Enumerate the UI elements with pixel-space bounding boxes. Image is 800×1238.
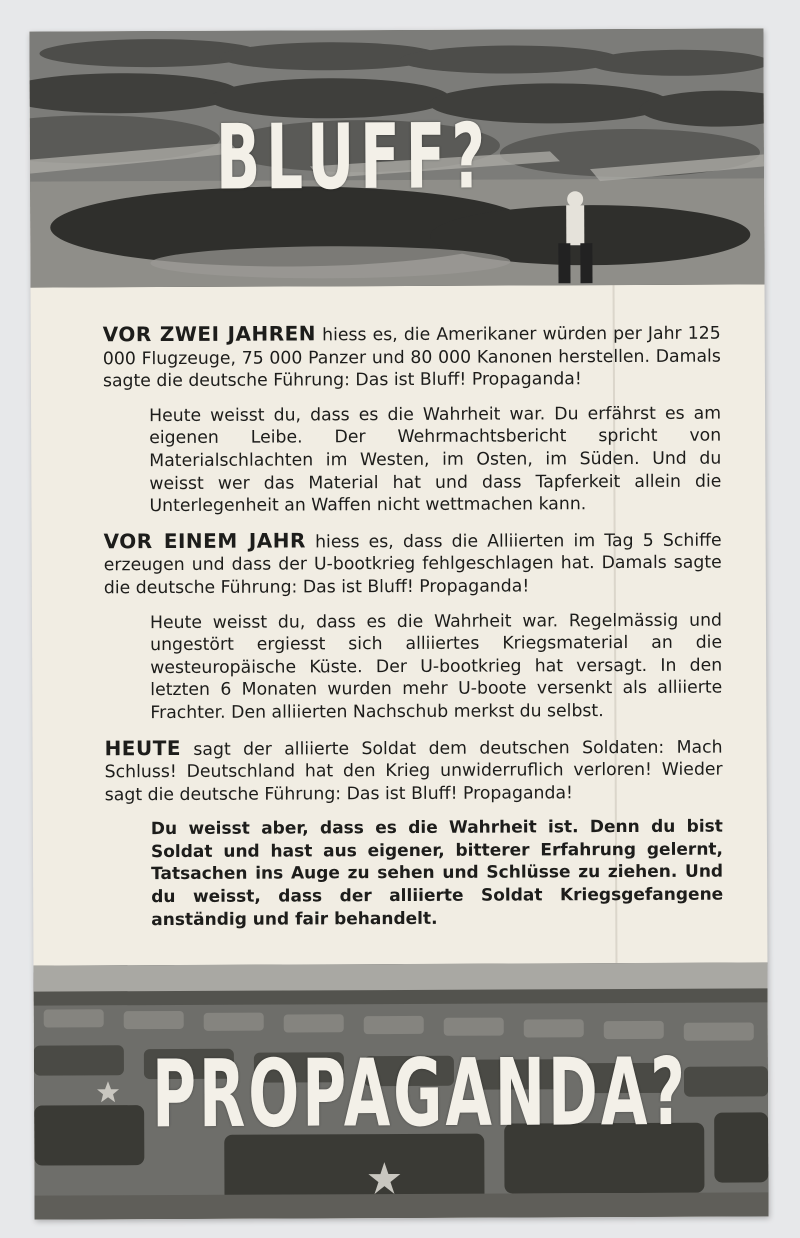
- aircraft-photo: [29, 28, 764, 287]
- headline-bluff: BLUFF?: [215, 103, 492, 211]
- section-2-body: Heute weisst du, dass es die Wahrheit war. Regelmässig und ungestört ergiesst sich alliiertes Kriegsmaterial an die westeuropäische Küste. Der U-bootkrieg hat versagt. In den letzten 6 Monaten wurden mehr U-boote versenkt als alliierte Frachter. Den alliierten Nachschub merkst du selbst.: [149, 610, 723, 723]
- section-3-lead: HEUTE: [104, 735, 182, 760]
- headline-propaganda: PROPAGANDA?: [151, 1038, 689, 1150]
- section-3-body: Du weisst aber, dass es die Wahrheit ist. Denn du bist Soldat und hast aus eigener, bitterer Erfahrung gelernt, Tatsachen ins Auge zu sehen und Schlüsse zu ziehen. Und du weisst, dass der alliierte Soldat Kriegsgefangene anständig und fair behandelt.: [150, 816, 724, 930]
- section-1-intro: [103, 321, 721, 393]
- section-2-lead: VOR EINEM JAHR: [103, 528, 306, 554]
- section-2-intro-text: hiess es, dass die Alliierten im Tag 5 Schiffe erzeugen und dass der U-bootkrieg fehlgeschlagen hat. Damals sagte die deutsche Führung: Das ist Bluff! Propaganda!: [103, 530, 722, 599]
- section-3-intro: [104, 734, 722, 806]
- section-3-intro-text: sagt der alliierte Soldat dem deutschen Soldaten: Mach Schluss! Deutschland hat den Krieg unwiderruflich verloren! Wieder sagt die deutsche Führung: Das ist Bluff! Propaganda!: [104, 737, 723, 805]
- section-1-body: Heute weisst du, dass es die Wahrheit war. Du erfährst es am eigenen Leibe. Der Wehrmachtsbericht spricht von Materialschlachten im Westen, im Osten, im Süden. Und du weisst wer das Material hat und dass Tapferkeit allein die Unterlegenheit an Waffen nicht wettmachen kann.: [149, 403, 722, 517]
- section-1-intro-text: hiess es, die Amerikaner würden per Jahr 125 000 Flugzeuge, 75 000 Panzer und 80 000 Kanonen herstellen. Damals sagte die deutsche Führung: Das ist Bluff! Propaganda!: [102, 323, 721, 392]
- section-2-intro: [104, 527, 722, 599]
- leaflet-text: [103, 321, 724, 944]
- section-1-lead: VOR ZWEI JAHREN: [102, 321, 317, 347]
- leaflet: [29, 28, 768, 1219]
